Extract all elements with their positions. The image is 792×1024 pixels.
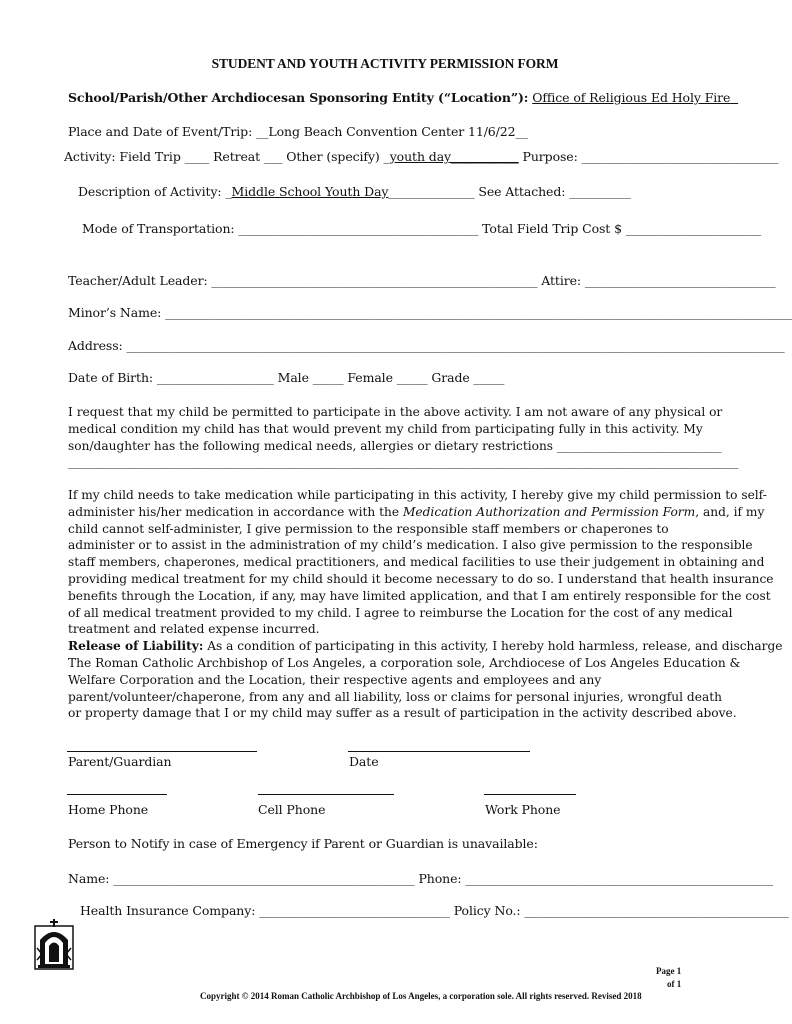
date-signature-line[interactable]: [348, 751, 530, 752]
page-number: Page 1: [656, 966, 682, 976]
dob-row[interactable]: Date of Birth: ___________________ Male _____ Female _____ Grade _____: [68, 370, 505, 385]
cell-phone-line[interactable]: [258, 794, 394, 795]
medication-paragraph: If my child needs to take medication while participating in this activity, I hereby give my child permission to self- administer his/her medication in accordance with the Medication Authorization and Permission Form, and, if my child cannot self-administer, I give permission to the responsible staff members or chaperones to administer or to assist in the administration of my child’s medication. I also give permission to the responsible staff members, chaperones, medical practitioners, and medical facilities to use their judgement in obtaining and providing medical treatment for my child should it become necessary to do so. I understand that health insurance benefits through the Location, if any, may have limited application, and that I am entirely responsible for the cost of all medical treatment provided to my child. I agree to reimburse the Location for the cost of any medical treatment and related expense incurred. Release of Liability: As a condition of participating in this activity, I hereby hold harmless, release, and discharge The Roman Catholic Archbishop of Los Angeles, a corporation sole, Archdiocese of Los Angeles Education & Welfare Corporation and the Location, their respective agents and employees and any parent/volunteer/chaperone, from any and all liability, loss or claims for personal injuries, wrongful death or property damage that I or my child may suffer as a result of participation in the activity described above.: [68, 488, 783, 721]
activity-other-value[interactable]: youth day___________: [389, 149, 519, 164]
address-field[interactable]: Address: ___________________________________________________________________________________________________________: [68, 338, 785, 353]
work-phone-line[interactable]: [484, 794, 576, 795]
page-count: of 1: [667, 979, 682, 989]
description-value[interactable]: Middle School Youth Day: [231, 184, 389, 199]
description-row[interactable]: [78, 184, 631, 199]
activity-row[interactable]: [64, 149, 778, 164]
home-phone-label: Home Phone: [68, 802, 149, 817]
description-label: Description of Activity: _: [78, 184, 232, 199]
minor-name-field[interactable]: Minor’s Name: ______________________________________________________________________________________________________: [68, 305, 792, 320]
form-title: STUDENT AND YOUTH ACTIVITY PERMISSION FORM: [211, 56, 559, 71]
purpose-field[interactable]: Purpose: ________________________________: [518, 149, 779, 164]
emergency-label: Person to Notify in case of Emergency if Parent or Guardian is unavailable:: [68, 836, 538, 851]
see-attached-field[interactable]: ______________ See Attached: __________: [388, 184, 631, 199]
release-label: Release of Liability:: [68, 639, 204, 654]
cell-phone-label: Cell Phone: [258, 802, 326, 817]
copyright-notice: Copyright © 2014 Roman Catholic Archbishop of Los Angeles, a corporation sole. All rights reserved. Revised 2018: [200, 991, 642, 1001]
transport-row[interactable]: Mode of Transportation: _______________________________________ Total Field Trip Cost $ ______________________: [82, 221, 762, 236]
medical-needs-field[interactable]: ______________________________________________________________________________________________________________: [68, 455, 739, 470]
home-phone-line[interactable]: [67, 794, 167, 795]
insurance-row[interactable]: Health Insurance Company: _______________________________ Policy No.: ___________________________________________: [80, 903, 789, 918]
emergency-contact-row[interactable]: Name: _________________________________________________ Phone: __________________________________________________: [68, 871, 773, 886]
place-date-field[interactable]: Place and Date of Event/Trip: __Long Beach Convention Center 11/6/22__: [68, 124, 528, 139]
location-row: [68, 90, 738, 105]
teacher-row[interactable]: Teacher/Adult Leader: _____________________________________________________ Attire: _______________________________: [68, 273, 776, 288]
location-value[interactable]: Office of Religious Ed Holy Fire: [532, 90, 731, 105]
work-phone-label: Work Phone: [485, 802, 561, 817]
parent-signature-line[interactable]: [67, 751, 257, 752]
archdiocese-seal-logo: [34, 918, 74, 970]
location-label: School/Parish/Other Archdiocesan Sponsoring Entity (“Location”):: [68, 90, 529, 105]
parent-guardian-label: Parent/Guardian: [68, 754, 172, 769]
activity-label: Activity: Field Trip ____ Retreat ___ Other (specify) _: [64, 149, 390, 164]
medication-form-name: Medication Authorization and Permission Form: [402, 504, 696, 519]
medical-paragraph: I request that my child be permitted to participate in the above activity. I am not aware of any physical or medical condition my child has that would prevent my child from participating fully in this activity. My son/daughter has the following medical needs, allergies or dietary restrictions ___________________________ ______________________________________________________________________________________________________________: [68, 405, 739, 470]
date-label: Date: [349, 754, 379, 769]
